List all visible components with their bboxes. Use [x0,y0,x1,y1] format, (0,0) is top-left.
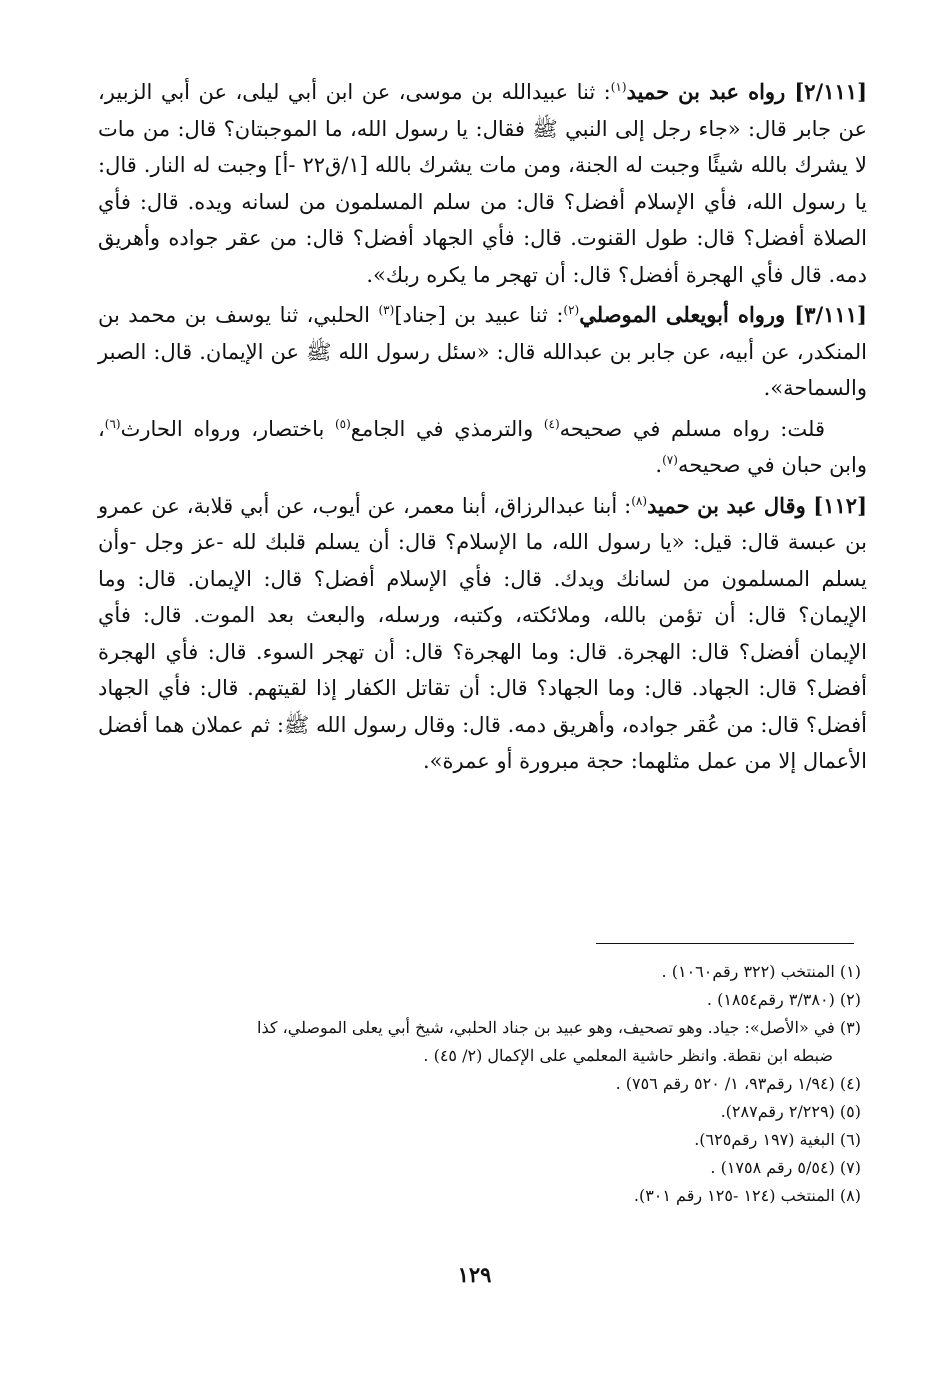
footnote-ref: (٨) [631,493,648,508]
commentary-text: قلت: رواه مسلم في صحيحه [559,416,825,441]
footnote-ref: (٤) [543,416,560,431]
hadith-heading: [١١٢] وقال عبد بن حميد [647,492,868,518]
footnote-ref: (٧) [662,453,678,467]
hadith-text: : ثنا عبيد بن [جناد] [394,303,564,327]
footnote-4: (٤) (١/٩٤ رقم٩٣، ١/ ٥٢٠ رقم ٧٥٦) . [615,1074,861,1093]
hadith-112 [98,488,867,780]
footnote-2: (٢) (٣/٣٨٠ رقم١٨٥٤) . [706,990,861,1009]
footnote-7: (٧) (٥/٥٤ رقم ١٧٥٨) . [710,1158,861,1177]
hadith-111-2 [98,74,867,293]
footnote-1: (١) المنتخب (٣٢٢ رقم١٠٦٠) . [661,962,861,981]
page-number: ١٢٩ [457,1262,492,1287]
footnote-ref: (١) [610,80,627,94]
commentary-paragraph [98,411,867,484]
commentary-text: باختصار، ورواه الحارث [120,416,335,441]
footnote-ref: (٣) [378,303,395,317]
commentary-text: ، وابن حبان في صحيحه [98,416,867,477]
footnote-ref: (٥) [334,416,351,431]
commentary-text: والترمذي في الجامع [350,416,544,441]
footnote-separator [596,943,854,944]
hadith-heading: [٣/١١١] ورواه أبويعلى الموصلي [579,302,867,327]
footnote-3-continued: ضبطه ابن نقطة. وانظر حاشية المعلمي على الإكمال (٢/ ٤٥) . [423,1046,833,1065]
commentary-text: . [655,453,663,477]
footnote-3: (٣) في «الأصل»: جياد. وهو تصحيف، وهو عبيد بن جناد الحلبي، شيخ أبي يعلى الموصلي، كذا [257,1018,861,1037]
hadith-text: الحلبي، ثنا يوسف بن محمد بن المنكدر، عن أبيه، عن جابر بن عبدالله قال: «سئل رسول الله ﷺ عن الإيمان. قال: الصبر والسماحة». [98,303,867,400]
hadith-text: : ثنا عبيدالله بن موسى، عن ابن أبي ليلى، عن أبي الزبير، عن جابر قال: «جاء رجل إلى النبي ﷺ فقال: يا رسول الله، ما الموجبتان؟ قال: من مات لا يشرك بالله شيئًا وجبت له الجنة، ومن مات يشرك بالله [١/ق٢٢ -أ] وجبت له النار. قال: يا رسول الله، فأي الإسلام أفضل؟ قال: من سلم المسلمون من لسانه ويده. قال: فأي الصلاة أفضل؟ قال: طول القنوت. قال: فأي الجهاد أفضل؟ قال: من عقر جواده وأهريق دمه. قال فأي الهجرة أفضل؟ قال: أن تهجر ما يكره ربك». [98,80,867,287]
hadith-text: : أبنا عبدالرزاق، أبنا معمر، عن أيوب، عن أبي قلابة، عن عمرو بن عبسة قال: قيل: «يا رسول الله، ما الإسلام؟ قال: أن يسلم قلبك لله -عز وجل -وأن يسلم المسلمون من لسانك ويدك. قال: فأي الإسلام أفضل؟ قال: الإيمان. قال: وما الإيمان؟ قال: أن تؤمن بالله، وملائكته، وكتبه، ورسله، والبعث بعد الموت. قال: فأي الإيمان أفضل؟ قال: الهجرة. قال: وما الهجرة؟ قال: أن تهجر السوء. قال: فأي الهجرة أفضل؟ قال: الجهاد. قال: وما الجهاد؟ قال: أن تقاتل الكفار إذا لقيتهم. قال: فأي الجهاد أفضل؟ قال: من عُقر جواده، وأهريق دمه. قال: وقال رسول الله ﷺ: ثم عملان هما أفضل الأعمال إلا من عمل مثلهما: حجة مبرورة أو عمرة». [98,493,867,773]
footnote-6: (٦) البغية (١٩٧ رقم٦٢٥). [694,1130,861,1149]
footnote-ref: (٢) [563,303,580,317]
footnote-8: (٨) المنتخب (١٢٤ -١٢٥ رقم ٣٠١). [633,1186,861,1205]
footnote-5: (٥) (٢/٢٢٩ رقم٢٨٧). [720,1102,861,1121]
footnote-ref: (٦) [104,416,121,431]
hadith-111-3 [98,297,867,407]
footnotes [98,958,861,1210]
hadith-heading: [٢/١١١] رواه عبد بن حميد [626,79,867,104]
